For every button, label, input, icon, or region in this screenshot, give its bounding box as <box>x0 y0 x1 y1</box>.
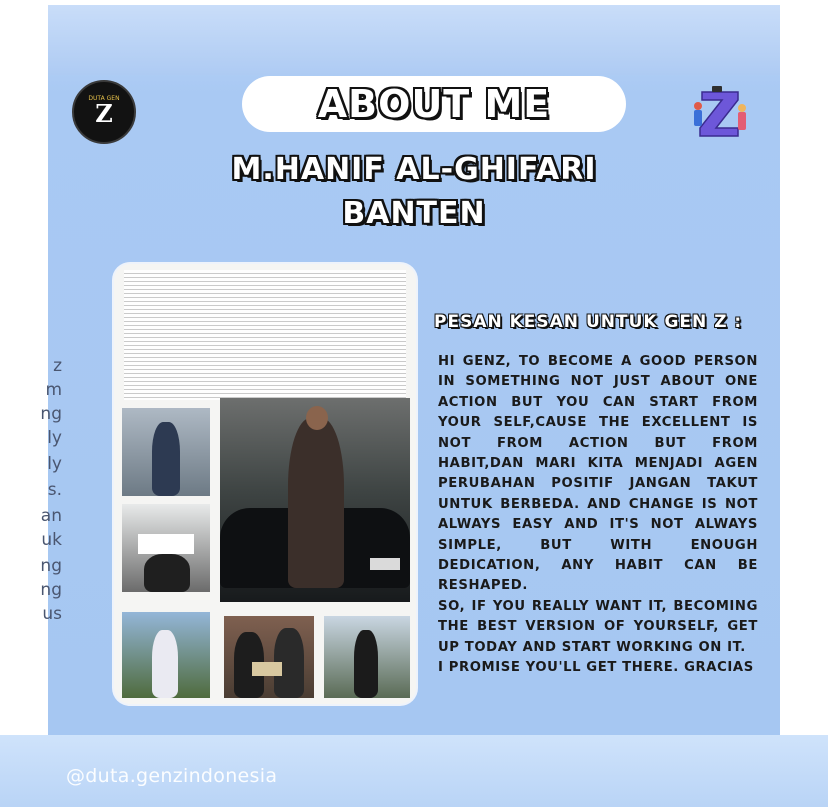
message-paragraph: SO, IF YOU REALLY WANT IT, BECOMING THE BEST VERSION OF YOURSELF, GET UP TODAY AND START WORKING ON IT. <box>438 598 758 655</box>
message-paragraph: I PROMISE YOU'LL GET THERE. GRACIAS <box>438 660 754 676</box>
title-pill <box>242 76 626 132</box>
previous-post-fragment <box>0 340 62 640</box>
duta-genz-logo-icon <box>72 80 136 144</box>
fragment-line: s. <box>47 480 62 500</box>
fragment-line: m <box>45 380 62 400</box>
logo-small-text: DUTA GEN <box>88 94 120 102</box>
fragment-line: an <box>40 506 62 526</box>
genz-z-logo-icon <box>688 84 750 140</box>
fragment-line: ng <box>40 580 62 600</box>
photo-award-portrait <box>224 616 314 698</box>
person-name: M.HANIF AL-GHIFARI <box>231 152 597 187</box>
fragment-line: us <box>42 604 62 624</box>
photo-collage <box>114 264 416 704</box>
photo-certificate-portrait <box>122 504 210 592</box>
fragment-line: ng <box>40 404 62 424</box>
fragment-line: ng <box>40 556 62 576</box>
fragment-line: z <box>53 356 62 376</box>
logo-big-text: Z <box>95 98 113 128</box>
fragment-line: ly <box>47 428 62 448</box>
page-title: ABOUT ME <box>317 82 551 126</box>
photo-standing-portrait <box>324 616 410 698</box>
person-city: BANTEN <box>342 196 486 231</box>
section-title: PESAN KESAN UNTUK GEN Z : <box>434 312 743 332</box>
photo-car-portrait <box>220 398 410 602</box>
fragment-line: ly <box>47 454 62 474</box>
message-paragraph: HI GENZ, TO BECOME A GOOD PERSON IN SOMETHING NOT JUST ABOUT ONE ACTION BUT YOU CAN START FROM YOUR SELF,CAUSE THE EXCELLENT IS NOT FROM ACTION BUT FROM HABIT,DAN MARI KITA MENJADI AGEN PERUBAHAN POSITIF JANGAN TAKUT UNTUK BERBEDA. AND CHANGE IS NOT ALWAYS EASY AND IT'S NOT ALWAYS SIMPLE, BUT WITH ENOUGH DEDICATION, ANY HABIT CAN BE RESHAPED. <box>438 354 758 594</box>
photo-sash-portrait <box>122 408 210 496</box>
biography-document-image <box>124 270 406 400</box>
message-text <box>438 352 758 679</box>
fragment-line: uk <box>41 530 62 550</box>
photo-outdoor-portrait <box>122 612 210 698</box>
account-handle[interactable]: @duta.genzindonesia <box>66 765 278 787</box>
card-top-band <box>48 5 780 75</box>
